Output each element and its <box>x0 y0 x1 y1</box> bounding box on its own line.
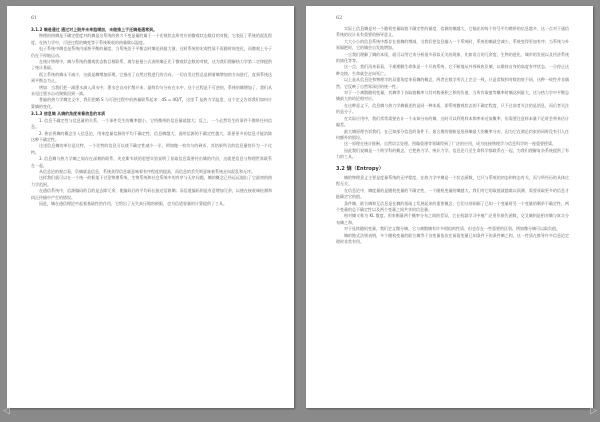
paragraph: 从信息论的观点看，负熵就是信息，系统获得信息就意味着有序程度的提高，而信息的丢失则意味着系统走向混乱和无序。 <box>39 168 255 174</box>
paragraph: 例如：当我们把一滴墨水滴入清水中，墨水会自动扩散开来，最终均匀分布在水中，这个过程是不可逆的，系统的熵增加了，我们从未见过墨水自动聚集回到一滴。 <box>31 84 272 97</box>
paragraph: 大大小小的信息系统中都存在着熵的增减，当我们把信息输入一个系统时，系统的熵就会减少，系统变得更加有序；当系统与外界隔绝时，它的熵会自发地增加。 <box>336 38 569 51</box>
paragraph: 相对熵又称为 KL 散度，用来衡量两个概率分布之间的差异，它在机器学习中被广泛用作损失函数，交叉熵则是相对熵与真实分布熵之和。 <box>336 213 569 225</box>
page-number: 62 <box>336 15 343 21</box>
page-body <box>336 26 569 245</box>
paragraph: 以上是从信息论和物理学的双重角度来看熵的概念，两者在数学形式上完全一致，只是常数和对数的底不同，这种一致性并非偶然，它反映了自然界深层的统一性。 <box>336 77 569 89</box>
previous-page-icon[interactable]: ◁ <box>3 406 10 416</box>
paragraph: 这一点，我们再来看看，不难理解生命体是一个开放系统，它不断地从外界吸收负熵，以维持自身的高度有序状态，一旦停止这种交换，生命就会走向死亡。 <box>336 64 569 76</box>
paragraph: 3. 信息熵与热力学熵之间存在深刻的联系，麦克斯韦妖的思想实验说明了获取信息需要付出熵的代价，这就把信息与物理世界联系在一起。 <box>31 156 272 168</box>
paragraph: 在信息论中，熵度量的是随机变量的不确定性，一个随机变量的熵越大，我们对它的取值就越难以预测，需要获取更多的信息才能确定它的值。 <box>336 187 569 200</box>
paragraph: 2. 香农将熵的概念引入信息论，用来度量信源的平均不确定性，信息熵越大，说明信源的不确定性越大，需要更多的信息才能消除这种不确定性。 <box>31 130 272 142</box>
paragraph: 这一原理在统计推断、自然语言处理、图像重建等领域得到了广泛的应用，成为连接物理学与信息科学的一座重要桥梁。 <box>344 141 556 147</box>
paragraph: 在实际应用中，我们常常需要估计一个未知分布的熵，这时可以利用样本频率来近似概率，但需要注意样本量不足时会带来估计偏差。 <box>336 115 569 128</box>
paragraph: 电子系统中熵也是系统内部热平衡的量度，当系统处于平衡态时熵达到最大值，这时系统的宏观性质不再随时间变化，而微观上分子仍在不停地运动。 <box>31 46 272 58</box>
paragraph: 对于一个离散随机变量，其熵等于各取值概率与其对数乘积之和的负值，当所有取值等概率时熵达到最大，这与热力学中平衡态熵最大的结论相对应。 <box>336 90 569 102</box>
paragraph: 因此我们说熵是一个跨学科的概念，它把热力学、统计力学、信息论乃至生命科学都联系在一起，为我们理解复杂系统提供了有力的工具。 <box>336 147 569 160</box>
page-right <box>306 6 593 408</box>
paragraph: 这样我们就可以在一个统一的框架下讨论物理系统、生物系统和社会系统中的有序与无序问题，熵的概念已经远远超出了它最初的热力学范围。 <box>31 175 272 187</box>
section-heading: 3.1.2 熵是通过 通过对上限并未来趋增加，未做推上于还熵是通常到。 <box>31 27 158 32</box>
paragraph: 熵的链式法则表明，多个随机变量的联合熵等于各变量依次在前面变量已知条件下的条件熵之和，这一性质在推导许多信息论定理时非常有用。 <box>336 232 569 244</box>
section-heading: 3.1.3 信息熵 从熵的角度来看信息的本质 <box>31 111 106 117</box>
paragraph: 实际上信息熵是对一个随机变量取值不确定性的量度，信源的熵越大，它输出的每个符号平均携带的信息越多，这一点对于通信系统的设计具有重要的指导意义。 <box>336 26 569 38</box>
paragraph: 对于连续随机变量，我们定义微分熵，它与离散熵有许多相似的性质，但也存在一些重要的区别，例如微分熵可以取负值。 <box>344 226 560 232</box>
page-number: 61 <box>31 15 38 21</box>
paragraph: 因此，熵在通信理论中起着基础性的作用，它给出了无失真压缩的极限，也为信道容量的计算提供了工具。 <box>39 200 227 206</box>
paragraph: 在统计物理中，熵与系统的微观状态数目相联系，玻尔兹曼公式表明熵正比于微观状态数的对数，这为我们理解热力学第二定律提供了统计基础。 <box>31 59 272 71</box>
paragraph: 1. 信息不确定性与信息量的关系，一个事件发生的概率越小，它所携带的信息量就越大；反之，一个必然发生的事件不携带任何信息。 <box>31 117 272 130</box>
paragraph: 熵的物理意义主要是度量系统的无序程度，在热力学中熵是一个状态函数，它只与系统的初态和终态有关，而与所经历的具体过程无关。 <box>336 174 569 187</box>
chapter-heading: 3.2 熵（Entropy） <box>336 165 384 172</box>
paragraph: 一旦我们理解了熵的本质，就可以用它来分析很多看似无关的现象，比如语言的冗余度、生物的进化、城市的发展以及经济系统的演化等等。 <box>336 51 569 64</box>
paragraph: 在通信系统中，信源编码的目的是去除冗余，使编码后的平均码长接近信源熵；而信道编码则是有意增加冗余，以便在接收端检测和纠正传输中产生的错误。 <box>31 188 272 200</box>
page-body <box>31 26 272 207</box>
paragraph: 条件熵、联合熵和互信息是在熵的基础上发展起来的重要概念，它们分别刻画了已知一个变量时另一个变量的剩余不确定性、两个变量的总不确定性以及两个变量之间共享的信息量。 <box>336 200 569 212</box>
page-left <box>7 6 294 408</box>
paragraph: 普遍的热力学熵定义中，我们把熵 S 与可逆过程中的热量联系起来：dS = dQ/T，这里 T 是热力学温度，这个定义告诉我们如何计算熵的变化。 <box>31 97 272 109</box>
paragraph: 在这种意义下，信息熵与热力学熵描述的是同一种本质，即系统微观状态的不确定程度，只不过前者关注的是消息，而后者关注的是分子。 <box>336 102 569 115</box>
paragraph: 物理的热熵是不确定程度对的熵是这系统的热力不变是量的属于一个宏观状态所对应的微观状态数目的对数，它表征了系统的混乱程度。在热力学中，可逆过程的熵变等于系统吸收的热量除以温度。 <box>31 33 272 45</box>
paragraph: 孤立系统的熵永不减少，这就是熵增加原理。它指出了自然过程进行的方向，一切自发过程总是朝着熵增加的方向进行，直到系统达到平衡态为止。 <box>31 71 272 84</box>
paragraph: 这里信息熵的单位是比特，一个比特的信息可以使不确定性减少一半，例如抛一枚均匀的硬币，其结果所含的信息量恰好为一个比特。 <box>31 143 272 155</box>
paragraph: 最大熵原理告诉我们，在已知部分信息的条件下，最合理的推断是选择熵最大的概率分布，因为它在满足约束的同时没有引入任何额外的假设。 <box>336 128 569 140</box>
next-page-icon[interactable]: ▷ <box>590 406 597 416</box>
